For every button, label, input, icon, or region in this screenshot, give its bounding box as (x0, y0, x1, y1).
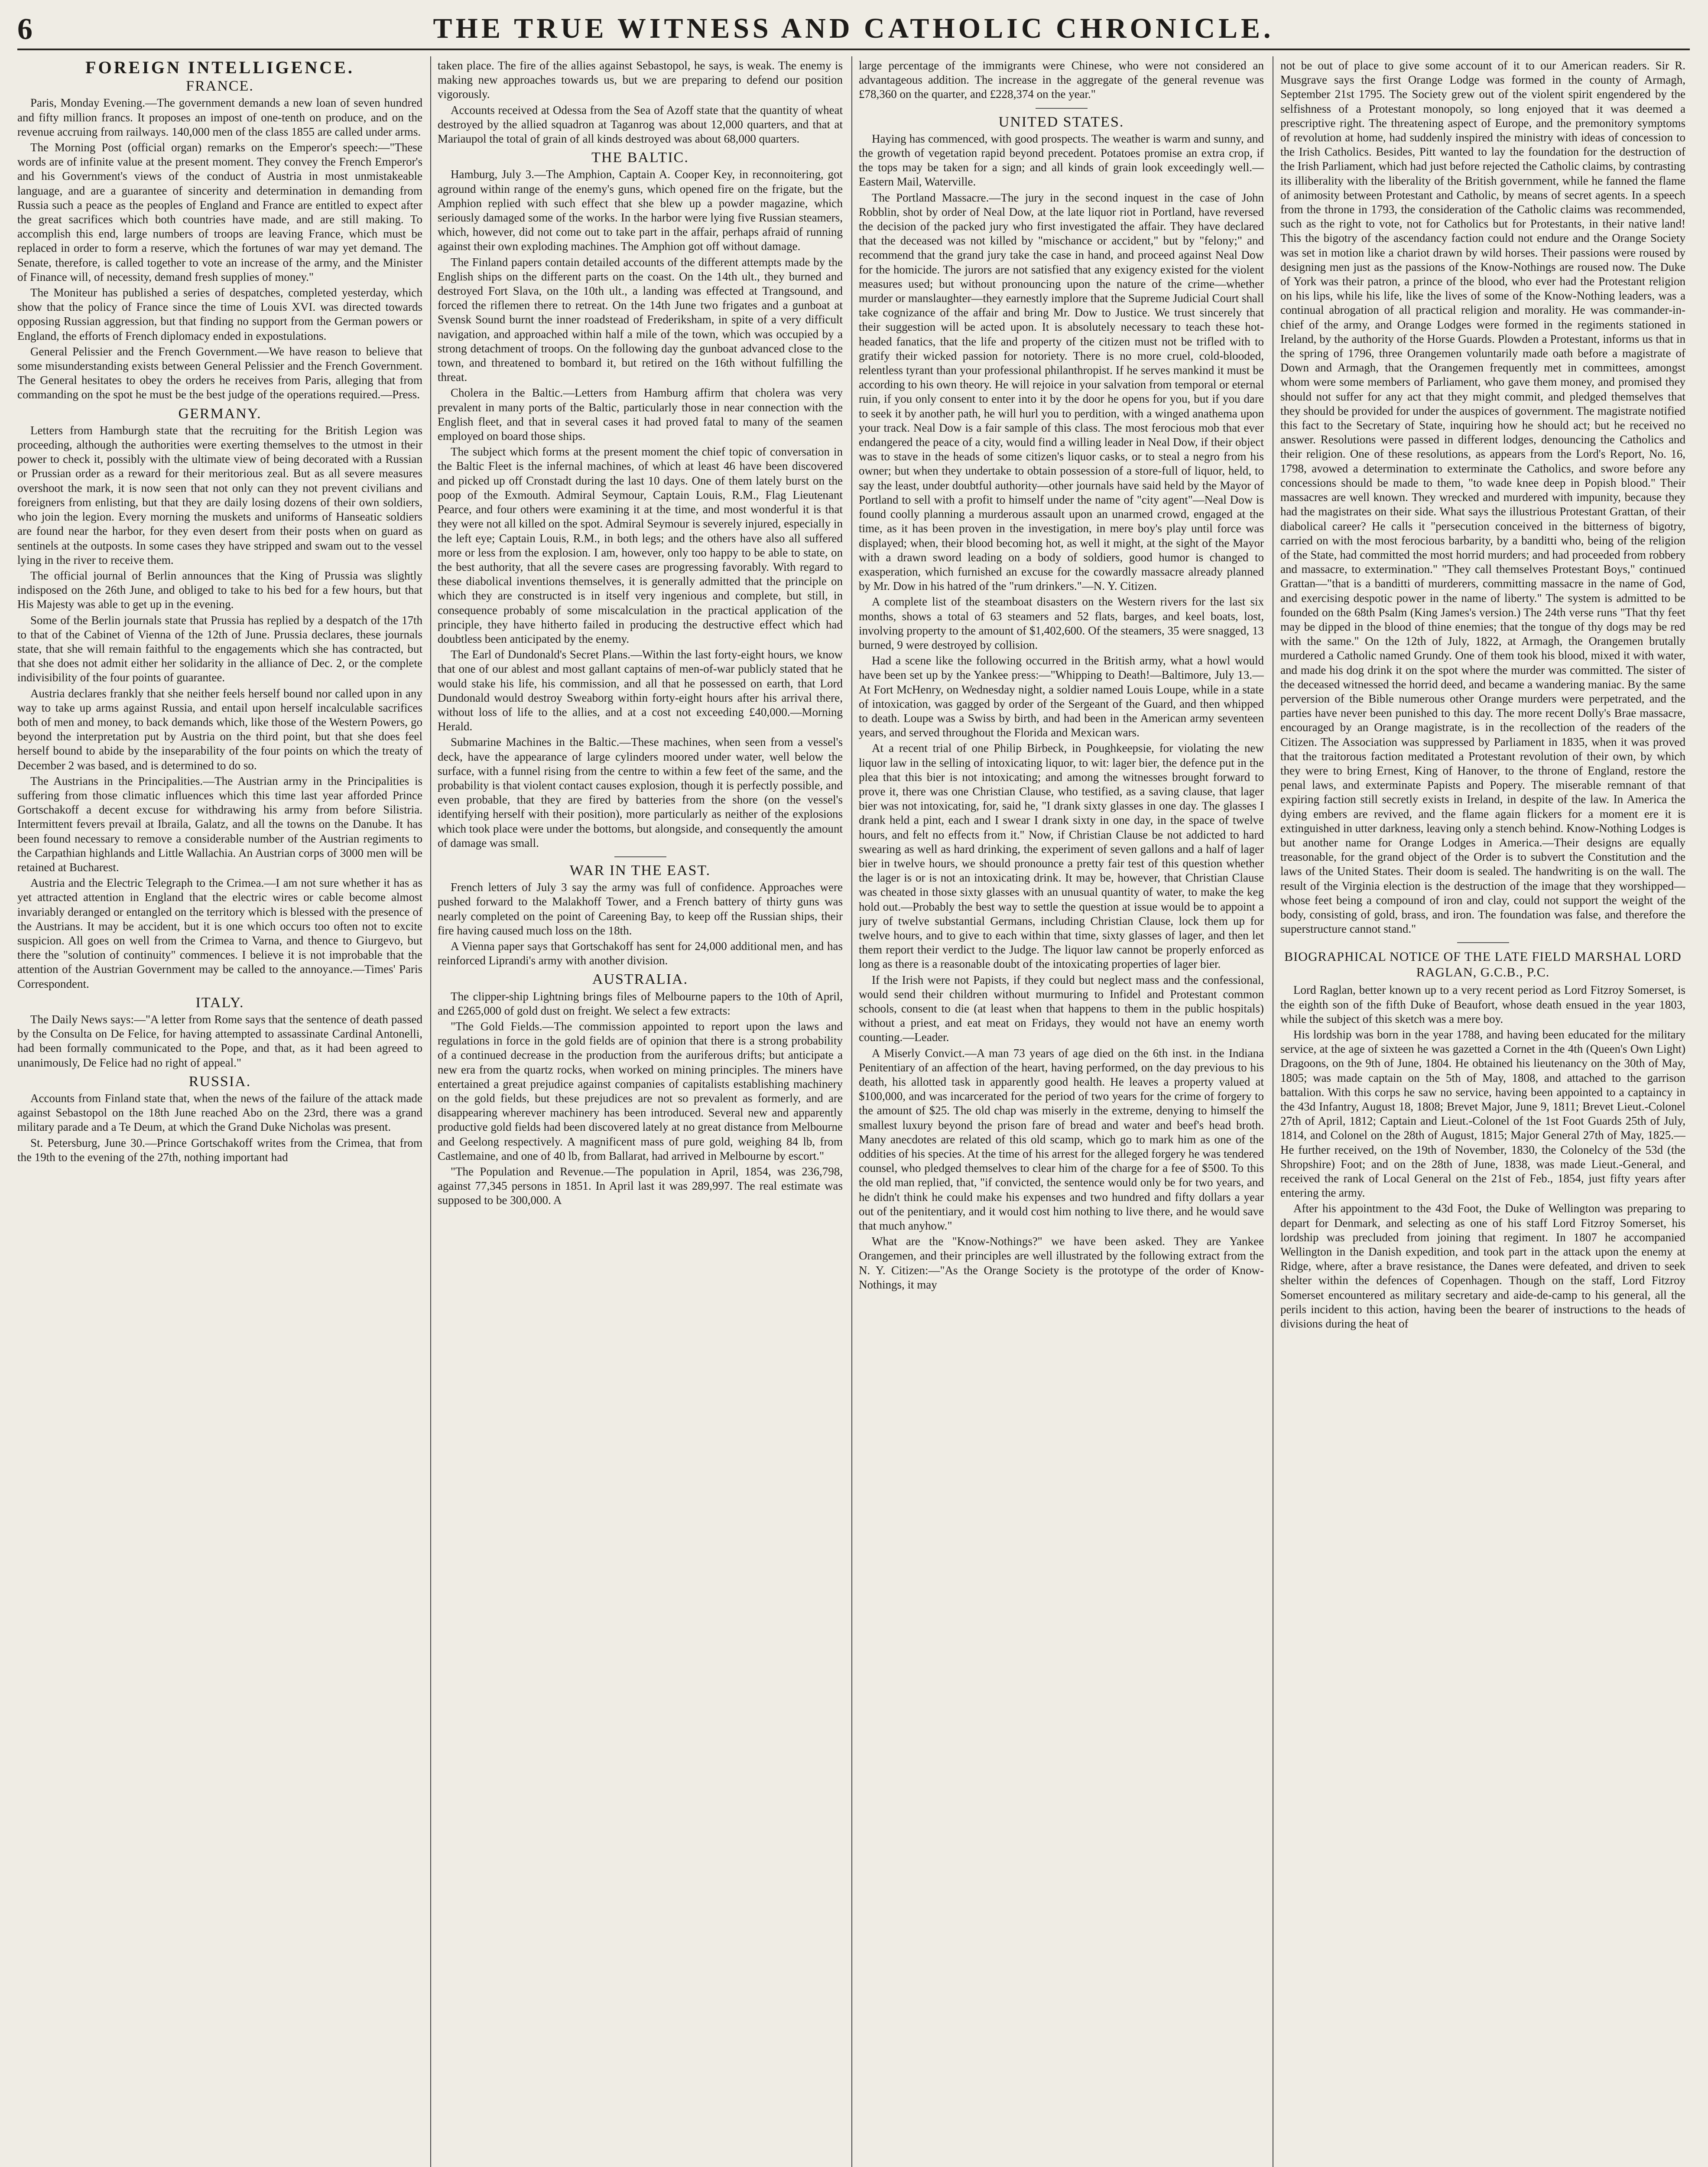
article-paragraph: A Miserly Convict.—A man 73 years of age died on the 6th inst. in the Indiana Penitentiary of an affection of the heart, having performed, on the day previous to his death, his allotted task in apparently good health. He leaves a property valued at $100,000, and was incarcerated for the period of two years for the crime of forgery to the amount of $25. The old chap was miserly in the extreme, denying to himself the smallest luxury beyond the prison fare of bread and water and beef's head broth. Many anecdotes are related of this old scamp, which go to mark him as one of the oddities of his species. At the time of his arrest for the alleged forgery he was tendered counsel, who pledged themselves to clear him of the charge for a fee of $500. To this the old man replied, that, "if convicted, the sentence would only be for two years, and he didn't think he could make his expenses and two hundred and fifty dollars a year out of the penitentiary, and it would cost him nothing to live there, and he would save that much anyhow." (859, 1046, 1264, 1233)
subheading-russia: RUSSIA. (188, 1073, 251, 1090)
article-paragraph: Lord Raglan, better known up to a very recent period as Lord Fitzroy Somerset, is the eighth son of the fifth Duke of Beaufort, whose death ensued in the year 1803, while the subject of this sketch was a mere boy. (1280, 983, 1685, 1025)
article-paragraph: French letters of July 3 say the army was full of confidence. Approaches were pushed forward to the Malakhoff Tower, and a French battery of thirty guns was nearly completed on the point of Careening Bay, to keep off the Russian ships, their fire having caused much loss on the 18th. (438, 881, 843, 937)
article-paragraph: Haying has commenced, with good prospects. The weather is warm and sunny, and the growth of vegetation rapid beyond precedent. Potatoes promise an extra crop, if the tops may be taken for a sign; and all kinds of grain look exceedingly well.—Eastern Mail, Waterville. (859, 132, 1264, 189)
article-paragraph: General Pelissier and the French Government.—We have reason to believe that some misunderstanding exists between General Pelissier and the French Government. The General hesitates to obey the orders he receives from Paris, alleging that from commanding on the spot he must be the best judge of the operations required.—Press. (17, 345, 422, 401)
column-rule (430, 56, 431, 2167)
article-paragraph: After his appointment to the 43d Foot, the Duke of Wellington was preparing to depart for Denmark, and selecting as one of his staff Lord Fitzroy Somerset, his lordship was precluded from joining that regiment. In 1807 he accompanied Wellington in the Danish expedition, and took part in the attack upon the enemy at Ridge, where, after a brave resistance, the Danes were defeated, and driven to seek shelter within the defences of Copenhagen. Though on the staff, Lord Fitzroy Somerset encountered as military secretary and aide-de-camp to his general, all the perils incident to this action, having been the bearer of instructions to the heads of divisions during the heat of (1280, 1202, 1685, 1331)
article-paragraph: Austria declares frankly that she neither feels herself bound nor called upon in any way to take up arms against Russia, and entail upon herself incalculable sacrifices both of men and money, to back demands which, like those of the Western Powers, go beyond the interpretation put by Austria on the third point, but that she does feel herself bound to abide by the inseparability of the four points on which the treaty of December 2 was based, and is determined to do so. (17, 687, 422, 772)
article-paragraph: not be out of place to give some account of it to our American readers. Sir R. Musgrave says the first Orange Lodge was formed in the county of Armagh, September 21st 1795. The Society grew out of the violent spirit engendered by the selfishness of a Protestant monopoly, so long enjoyed that it was deemed a prescriptive right. The threatening aspect of Europe, and the premonitory symptoms of revolution at home, had suddenly inspired the ministry with ideas of concession to the Irish Catholics. Besides, Pitt wanted to lay the foundation for the destruction of the Irish Parliament, which had just before rejected the Catholic claims, by contrasting its illiberality with the liberality of the British government, while he fanned the flame of animosity between Protestant and Catholic, by means of secret agents. In a speech from the throne in 1793, the consideration of the Catholic claims was recommended, such as the right to vote, not for Catholics but for Protestants, in their native land! This the bigotry of the ascendancy faction could not endure and the Orange Society was set in motion like a chariot drawn by wild horses. Their passions were roused by designing men just as the passions of the Know-Nothings are roused now. The Duke of York was their patron, a prince of the blood, who ever had the Protestant religion on his lips, while his life, like the lives of some of the Know-Nothing leaders, was a continual abrogation of all practical religion and morality. He was commander-in-chief of the army, and Orange Lodges were formed in the regiments stationed in Ireland, by the authority of the Horse Guards. Plowden a Protestant, informs us that in the spring of 1796, three Orangemen voluntarily made oath before a magistrate of Down and Armagh, that the Orangemen frequently met in committees, amongst whom were some members of Parliament, who gave them money, and promised they should not suffer for any act that they might commit, and pledged themselves that they should be provided for under the auspices of government. The magistrate notified this fact to the Secretary of State, inquiring how he should act; but he received no answer. Resolutions were passed in different lodges, denouncing the Catholics and their religion. One of these resolutions, as appears from the Lord's Report, No. 16, 1798, avowed a determination to exterminate the Catholics, and swore before any concessions should be made to them, "to wade knee deep in Popish blood." Their massacres are well known. They wrecked and murdered with impunity, because they had the magistrates on their side. What says the illustrious Protestant Grattan, of their diabolical career? He calls it "persecution conceived in the bitterness of bigotry, carried on with the most ferocious barbarity, by a banditti who, being of the religion of the State, had committed the most horrid murders; and had proceeded from robbery and massacre, to extermination." "They call themselves Protestant Boys," continued Grattan—"that is a banditti of murderers, committing massacre in the name of God, and exercising despotic power in the name of liberty." The system is admitted to be founded on the 68th Psalm (King James's version.) The 24th verse runs "That thy feet may be dipped in the blood of thine enemies; that the tongue of thy dogs may be red with the same." On the 12th of July, 1822, at Armagh, the Orangemen brutally murdered a Catholic named Grundy. One of them took his blood, mixed it with water, and made his dog drink it on the spot where the murder was committed. The sister of the deceased witnessed the horrid deed, and became a wandering maniac. By the same perversion of the Bible numerous other Orange murders were perpetrated, and the parties have never been punished to this day. The more recent Dolly's Brae massacre, encouraged by an Orange magistrate, is in the recollection of the readers of the Citizen. The Association was suppressed by Parliament in 1835, when it was proved that the traitorous faction meditated a Protestant revolution of their own, by which they were to bring Ernest, King of Hanover, to the throne of England, restore the penal laws, and exterminate Papists and Popery. The miserable remnant of that expiring faction still secretly exists in Ireland, in despite of the law. In America the dying embers are revived, and the flame again flickers for a moment ere it is extinguished in utter darkness, leaving only a stench behind. Know-Nothing Lodges is but another name for Orange Lodges in America.—Their designs are equally treasonable, for the grand object of the Order is to subvert the Constitution and the laws of the United States. Their doom is sealed. The handwriting is on the wall. The result of the Virginia election is the destruction of the image that they worshipped—whose feet being a compound of iron and clay, could not support the weight of the body, consisting of gold, brass, and iron. The foundation was false, and therefore the superstructure cannot stand." (1280, 59, 1685, 936)
article-paragraph: Had a scene like the following occurred in the British army, what a howl would have been set up by the Yankee press:—"Whipping to Death!—Baltimore, July 13.—At Fort McHenry, on Wednesday night, a soldier named Louis Loupe, while in a state of intoxication, was gagged by order of the Sergeant of the Guard, and then whipped to death. Loupe was a Swiss by birth, and had been in the American army seventeen years, and served throughout the Florida and Mexican wars. (859, 654, 1264, 739)
article-paragraph: large percentage of the immigrants were Chinese, who were not considered an advantageous addition. The increase in the aggregate of the general revenue was £78,360 on the quarter, and £228,374 on the year." (859, 59, 1264, 101)
section-heading-foreign: FOREIGN INTELLIGENCE. (85, 59, 354, 77)
section-divider (1457, 942, 1509, 943)
article-paragraph: Letters from Hamburgh state that the recruiting for the British Legion was proceeding, although the authorities were exerting themselves to the utmost in their power to check it, possibly with the ultimate view of being decorated with a Russian or Prussian order as a reward for their meritorious zeal. But as all severe measures overshoot the mark, it is now seen that not only can they not prevent civilians and foreigners from enlisting, but that they are daily losing dozens of their own soldiers, who join the legion. Every morning the muskets and uniforms of Hanseatic soldiers are found near the harbor, for they even desert from their posts when on guard as sentinels at the outposts. In some cases they have stripped and swam out to the vessel lying in the river to receive them. (17, 423, 422, 566)
article-paragraph: Accounts from Finland state that, when the news of the failure of the attack made against Sebastopol on the 18th June reached Abo on the 23rd, there was a grand military parade and a Te Deum, at which the Grand Duke Nicholas was present. (17, 1092, 422, 1134)
masthead (17, 10, 1690, 50)
article-paragraph: Submarine Machines in the Baltic.—These machines, when seen from a vessel's deck, have the appearance of large cylinders moored under water, well below the surface, with a funnel rising from the centre to within a few feet of the same, and the probability is that violent contact causes explosion, though it is perfectly possible, and even probable, that they are fired by batteries from the shore (on the vessel's identifying herself with their position), more particularly as neither of the explosions which took place were under the bottoms, but alongside, and consequently the amount of damage was small. (438, 735, 843, 849)
page-number: 6 (17, 13, 32, 46)
column-3 (859, 59, 1264, 2167)
subheading-war: WAR IN THE EAST. (569, 862, 711, 879)
subheading-italy: ITALY. (195, 994, 244, 1011)
article-paragraph: The Morning Post (official organ) remarks on the Emperor's speech:—"These words are of infinite value at the present moment. They convey the French Emperor's and his Government's views of the conduct of Austria in most unmistakeable language, and are a guarantee of sincerity and determination in demanding from Russia such a peace as the peoples of England and France are entitled to expect after the great sacrifices which both countries have made, and are still making. To accomplish this end, large numbers of troops are leaving France, which must be replaced in order to form a reserve, which the fortunes of war may yet demand. The Senate, therefore, is called together to vote an increase of the army, and the Minister of Finance will, of necessity, demand fresh supplies of money." (17, 141, 422, 283)
article-paragraph: "The Population and Revenue.—The population in April, 1854, was 236,798, against 77,345 persons in 1851. In April last it was 289,997. The real estimate was supposed to be 300,000. A (438, 1165, 843, 1207)
article-paragraph: Some of the Berlin journals state that Prussia has replied by a despatch of the 17th to that of the Cabinet of Vienna of the 12th of June. Prussia declares, these journals state, that she will remain faithful to the engagements which she has contracted, but that she does not admit either her solidarity in the alliance of Dec. 2, or the complete indivisibility of the four points of guarantee. (17, 613, 422, 684)
subheading-united-states: UNITED STATES. (998, 114, 1124, 130)
article-paragraph: Cholera in the Baltic.—Letters from Hamburg affirm that cholera was very prevalent in many ports of the Baltic, particularly those in near connection with the English fleet, and that in several cases it had proved fatal to many of the seamen employed on board those ships. (438, 386, 843, 443)
article-paragraph: Austria and the Electric Telegraph to the Crimea.—I am not sure whether it has as yet attracted attention in England that the electric wires or cable become almost invariably deranged or entangled on the territory which is blessed with the presence of the Austrians. It may be accident, but it is one which occurs too often not to excite suspicion. All goes on well from the Crimea to Varna, and thence to Giurgevo, but there the "solution of continuity" commences. I believe it is not improbable that the attention of the Austrian Government may be called to the annoyance.—Times' Paris Correspondent. (17, 876, 422, 990)
article-paragraph: If the Irish were not Papists, if they could but neglect mass and the confessional, would send their children without murmuring to Infidel and Protestant common schools, consent to die (at least when that happens to them in the public hospitals) without a priest, and eat meat on Fridays, they would not have an enemy worth counting.—Leader. (859, 973, 1264, 1044)
article-paragraph: The clipper-ship Lightning brings files of Melbourne papers to the 10th of April, and £265,000 of gold dust on freight. We select a few extracts: (438, 989, 843, 1017)
subheading-australia: AUSTRALIA. (592, 971, 688, 988)
subheading-france: FRANCE. (186, 78, 254, 94)
column-1 (17, 59, 422, 2167)
section-divider (614, 856, 666, 857)
article-paragraph: What are the "Know-Nothings?" we have been asked. They are Yankee Orangemen, and their principles are well illustrated by the following extract from the N. Y. Citizen:—"As the Orange Society is the prototype of the order of Know-Nothings, it may (859, 1235, 1264, 1291)
article-paragraph: The Moniteur has published a series of despatches, completed yesterday, which show that the policy of France since the time of Louis XVI. was directed towards opposing Russian aggression, but that finding no support from the German powers or England, the efforts of French diplomacy ended in expostulations. (17, 286, 422, 342)
article-paragraph: A complete list of the steamboat disasters on the Western rivers for the last six months, shows a total of 63 steamers and 52 flats, barges, and keel boats, lost, involving property to the amount of $1,402,600. Of the steamers, 35 were snagged, 13 burned, 9 were destroyed by collision. (859, 595, 1264, 651)
article-paragraph: The subject which forms at the present moment the chief topic of conversation in the Baltic Fleet is the infernal machines, of which at least 46 have been discovered and picked up off Cronstadt during the last 10 days. One of them lately burst on the poop of the Exmouth. Admiral Seymour, Captain Louis, R.M., Flag Lieutenant Pearce, and four others were examining it at the time, and most wonderful it is that they were not all killed on the spot. Admiral Seymour is severely injured, especially in the left eye; Captain Louis, R.M., in both legs; and the others have also all suffered more or less from the explosion. I am, however, only too happy to be able to state, on the best authority, that all the severe cases are progressing favorably. With regard to these diabolical inventions themselves, it is generally admitted that the principle on which they are constructed is in itself very ingenious and complete, but still, in consequence probably of some miscalculation in the practical application of the principle, they have hitherto failed in producing the destructive effect which had doubtless been anticipated by the enemy. (438, 445, 843, 645)
article-paragraph: St. Petersburg, June 30.—Prince Gortschakoff writes from the Crimea, that from the 19th to the evening of the 27th, nothing important had (17, 1136, 422, 1164)
subheading-baltic: THE BALTIC. (591, 150, 689, 166)
article-paragraph: The Portland Massacre.—The jury in the second inquest in the case of John Robblin, shot by order of Neal Dow, at the late liquor riot in Portland, have reversed the decision of the packed jury who first investigated the affair. They have declared that the deceased was not killed by "mischance or accident," but by "felony;" and recommend that the grand jury take the case in hand, and proceed against Neal Dow for the homicide. The jurors are not satisfied that any exigency existed for the violent measures used; but without pronouncing upon the nature of the crime—whether murder or manslaughter—they earnestly implore that the Supreme Judicial Court shall take cognizance of the affair and bring Mr. Dow to Justice. We trust sincerely that their suggestion will be acted upon. It is absolutely necessary to teach these hot-headed fanatics, that the life and property of the citizen must not be trifled with to gratify their wicked passion for notoriety. There is no more cruel, cold-blooded, relentless tyrant than your professional philanthropist. If he serves mankind it must be according to his own theory. He will rejoice in your salvation from temporal or eternal ruin, if you only consent to enter into it by the door he opens for you, but if you dare to seek it by another path, he will hurl you to perdition, with a winged anathema upon your track. Neal Dow is a fair sample of this class. The most ferocious mob that ever endangered the peace of a city, would find a willing leader in Neal Dow, if their object was to stave in the heads of some citizen's liquor casks, or to steal a negro from his owner; but when they undertake to obtain possession of a store-full of liquor, held, to say the least, under doubtful authority—other journals have said held by the Mayor of Portland to sell with a profit to himself under the name of "city agent"—Neal Dow is found coolly planning a murderous assault upon an unarmed crowd, engaged at the time, as it has been proven in the investigation, in mere boy's play until force was displayed; when, their blood becoming hot, as well it might, at the sight of the Mayor with a drawn sword leading on a body of soldiers, good humor is changed to exasperation, which furnished an excuse for the cowardly massacre already planned by Mr. Dow in his hatred of the "rum drinkers."—N. Y. Citizen. (859, 191, 1264, 593)
subheading-germany: GERMANY. (178, 405, 262, 422)
article-paragraph: The Austrians in the Principalities.—The Austrian army in the Principalities is suffering from those climatic influences which this time last year afforded Prince Gortschakoff a decent excuse for withdrawing his army from before Silistria. Intermittent fevers prevail at Ibraila, Galatz, and all the towns on the Danube. It has been found necessary to remove a considerable number of the Austrian regiments to the Carpathian highlands and Little Wallachia. An Austrian corps of 3000 men will be retained at Bucharest. (17, 774, 422, 874)
article-paragraph: Paris, Monday Evening.—The government demands a new loan of seven hundred and fifty million francs. It proposes an impost of one-tenth on produce, and on the revenue accruing from railways. 140,000 men of the class 1855 are called under arms. (17, 96, 422, 138)
article-paragraph: taken place. The fire of the allies against Sebastopol, he says, is weak. The enemy is making new approaches towards us, but we are preparing to defend our position vigorously. (438, 59, 843, 101)
article-paragraph: The Daily News says:—"A letter from Rome says that the sentence of death passed by the Consulta on De Felice, for having attempted to assassinate Cardinal Antonelli, had been formally communicated to the Pope, and that, as it had been agreed to unanimously, De Felice had no right of appeal." (17, 1013, 422, 1069)
column-2 (438, 59, 843, 2167)
column-rule (851, 56, 852, 2167)
article-paragraph: Hamburg, July 3.—The Amphion, Captain A. Cooper Key, in reconnoitering, got aground within range of the enemy's guns, which opened fire on the frigate, but the Amphion replied with such effect that she blew up a powder magazine, which seriously damaged some of the works. In the harbor were lying five Russian steamers, which, however, did not come out to take part in the affair, perhaps afraid of running against their own exploding machines. The Amphion got off without damage. (438, 168, 843, 253)
newspaper-title: THE TRUE WITNESS AND CATHOLIC CHRONICLE. (433, 13, 1274, 44)
subheading-biographical-notice: BIOGRAPHICAL NOTICE OF THE LATE FIELD MARSHAL LORD RAGLAN, G.C.B., P.C. (1284, 950, 1682, 980)
article-paragraph: The Earl of Dundonald's Secret Plans.—Within the last forty-eight hours, we know that one of our ablest and most gallant captains of men-of-war publicly stated that he would stake his life, his commission, and all that he possessed on earth, that Lord Dundonald would destroy Sweaborg within forty-eight hours after his arrival there, without loss of life to the allies, and at a cost not exceeding £40,000.—Morning Herald. (438, 648, 843, 733)
article-paragraph: His lordship was born in the year 1788, and having been educated for the military service, at the age of sixteen he was gazetted a Cornet in the 4th (Queen's Own Light) Dragoons, on the 9th of June, 1804. He obtained his lieutenancy on the 30th of May, 1805; was made captain on the 5th of May, 1808, and attached to the garrison battalion. With this corps he saw no service, having been appointed to a captaincy in the 43d Infantry, August 18, 1808; Brevet Major, June 9, 1811; Brevet Lieut.-Colonel 27th of April, 1812; Captain and Lieut.-Colonel of the 1st Foot Guards 25th of July, 1814, and Colonel on the 28th of August, 1815; Major General 27th of May, 1825.—He further received, on the 19th of November, 1830, the Colonelcy of the 53d (the Shropshire) Foot; and on the 28th of June, 1838, was made Lieut.-General, and received the rank of Local General on the 21st of Feb., 1854, just fifty years after entering the army. (1280, 1028, 1685, 1200)
article-paragraph: "The Gold Fields.—The commission appointed to report upon the laws and regulations in force in the gold fields are of opinion that there is a strong probability of a continued decrease in the production from the auriferous drifts; but anticipate a new era from the quartz rocks, when worked on mining principles. The miners have entertained a great prejudice against companies of capitalists establishing machinery on the gold fields, but these prejudices are not so prevalent as formerly, and are disappearing wherever machinery has been introduced. Several new and apparently productive gold fields had been discovered lately at no great distance from Melbourne and Geelong respectively. A magnificent mass of pure gold, weighing 84 lb, from Castlemaine, and one of 40 lb, from Ballarat, had arrived in Melbourne by escort." (438, 1020, 843, 1162)
article-paragraph: Accounts received at Odessa from the Sea of Azoff state that the quantity of wheat destroyed by the allied squadron at Taganrog was about 12,000 quarters, and that at Mariaupol the total of grain of all kinds destroyed was about 68,000 quarters. (438, 103, 843, 146)
section-divider (1036, 108, 1088, 109)
article-paragraph: The Finland papers contain detailed accounts of the different attempts made by the English ships on the different parts on the coast. On the 14th ult., they burned and destroyed Fort Slava, on the 10th ult., a landing was effected at Trangsound, and forced the riflemen there to retreat. On the 14th June two frigates and a gunboat at Svensk Sound burnt the inner roadstead of Frederiksham, in spite of a very difficult navigation, and approached within half a mile of the town, which was occupied by a strong detachment of troops. On the following day the gunboat advanced close to the town, and threatened to bombard it, but retired on the 16th without fulfilling the threat. (438, 255, 843, 384)
article-paragraph: At a recent trial of one Philip Birbeck, in Poughkeepsie, for violating the new liquor law in the selling of intoxicating liquor, to wit: lager bier, the defence put in the plea that this bier is not intoxicating; and among the witnesses brought forward to prove it, there was one Christian Clause, who testified, as a saving clause, that lager bier was not intoxicating, for, said he, "I drank sixty glasses in one day. The glasses I drank held a pint, each and I swear I drank sixty in one day, in the space of twelve hours, and felt no effects from it." Now, if Christian Clause be not addicted to hard swearing as well as hard drinking, the experiment of seven gallons and a half of lager bier in twelve hours, we should pronounce a pretty fair test of this question whether the lager is or is not an intoxicating drink. It may be, however, that Christian Clause was cheated in those sixty glasses with an unusual quantity of water, to make the keg hold out.—Probably the best way to settle the question at issue would be to appoint a jury of twelve substantial Germans, including Christian Clause, lock them up for twelve hours, and to give to each within that time, sixty glasses of lager, and then let them report their verdict to the Judge. The liquor law cannot be properly enforced as long as there is a reasonable doubt of the intoxicating properties of lager bier. (859, 742, 1264, 971)
article-paragraph: The official journal of Berlin announces that the King of Prussia was slightly indisposed on the 26th June, and obliged to take to his bed for a few hours, but that His Majesty was able to get up in the evening. (17, 569, 422, 611)
article-paragraph: A Vienna paper says that Gortschakoff has sent for 24,000 additional men, and has reinforced Liprandi's army with another division. (438, 939, 843, 967)
column-4 (1280, 59, 1685, 2167)
